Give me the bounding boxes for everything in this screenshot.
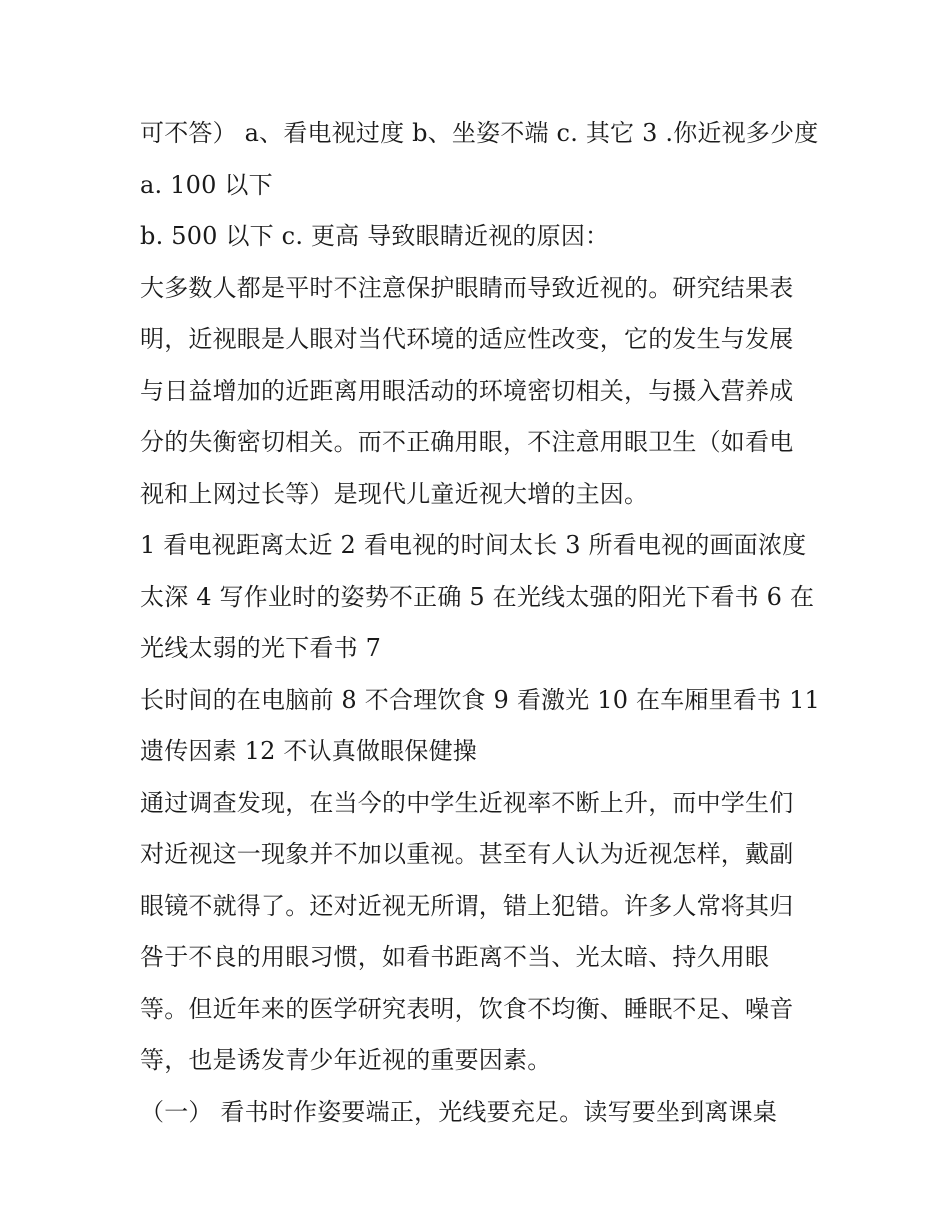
text-line: 通过调查发现，在当今的中学生近视率不断上升，而中学生们	[140, 788, 794, 817]
text-line: 对近视这一现象并不加以重视。甚至有人认为近视怎样，戴副	[140, 840, 794, 868]
text-line: b. 500 以下 c. 更高 导致眼睛近视的原因：	[140, 222, 610, 250]
text-line: 眼镜不就得了。还对近视无所谓，错上犯错。许多人常将其归	[140, 891, 794, 920]
text-line: （一） 看书时作姿要端正，光线要充足。读写要坐到离课桌	[140, 1097, 778, 1126]
text-line: 遗传因素 12 不认真做眼保健操	[140, 737, 477, 765]
text-line: 等。但近年来的医学研究表明，饮食不均衡、睡眠不足、噪音	[140, 994, 794, 1023]
text-line: 光线太弱的光下看书 7	[140, 634, 382, 662]
text-line: 视和上网过长等）是现代儿童近视大增的主因。	[140, 479, 649, 508]
text-line: 明，近视眼是人眼对当代环境的适应性改变，它的发生与发展	[140, 325, 794, 353]
text-line: 等，也是诱发青少年近视的重要因素。	[140, 1046, 552, 1074]
body-text	[140, 108, 820, 1138]
text-line: 长时间的在电脑前 8 不合理饮食 9 看激光 10 在车厢里看书 11	[140, 685, 821, 714]
text-line: 咎于不良的用眼习惯，如看书距离不当、光太暗、持久用眼	[140, 943, 770, 971]
text-line: a. 100 以下	[140, 170, 273, 199]
text-line: 分的失衡密切相关。而不正确用眼，不注意用眼卫生（如看电	[140, 428, 794, 456]
text-line: 太深 4 写作业时的姿势不正确 5 在光线太强的阳光下看书 6 在	[140, 582, 815, 611]
text-line: 大多数人都是平时不注意保护眼睛而导致近视的。研究结果表	[140, 273, 794, 302]
text-line: 与日益增加的近距离用眼活动的环境密切相关，与摄入营养成	[140, 376, 794, 405]
text-line: 1 看电视距离太近 2 看电视的时间太长 3 所看电视的画面浓度	[140, 531, 807, 559]
text-line: 可不答） a、看电视过度 b、坐姿不端 c. 其它 3 .你近视多少度	[140, 119, 819, 147]
